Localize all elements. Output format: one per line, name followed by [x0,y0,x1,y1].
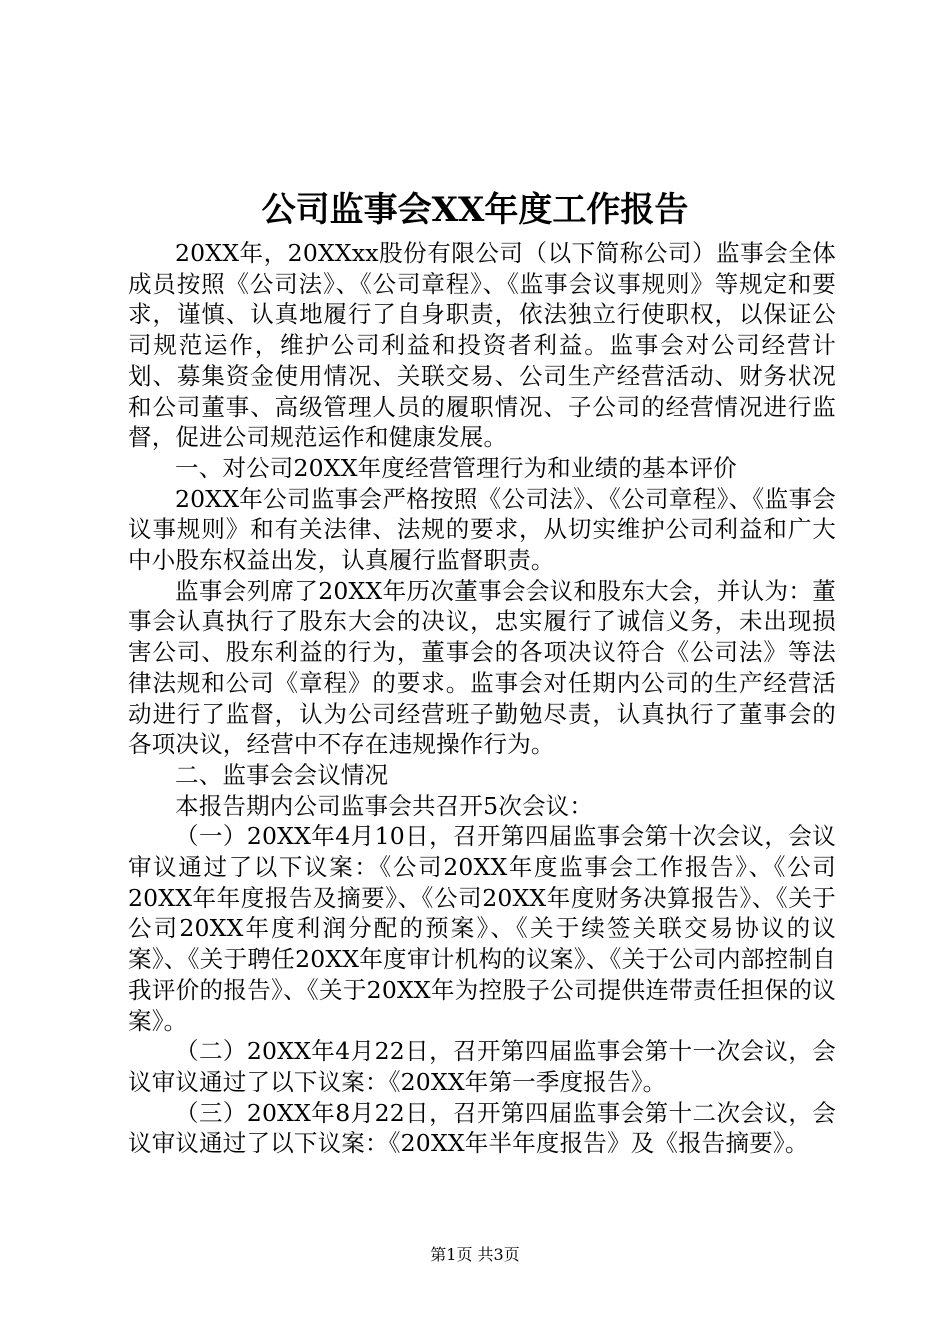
meeting-item: （三）20XX年8月22日，召开第四届监事会第十二次会议，会议审议通过了以下议案：《20XX年半年度报告》及《报告摘要》。 [128,1098,836,1158]
page-footer: 第1页 共3页 [430,1245,520,1264]
intro-paragraph: 20XX年，20XXxx股份有限公司（以下简称公司）监事会全体成员按照《公司法》、《公司章程》、《监事会议事规则》等规定和要求，谨慎、认真地履行了自身职责，依法独立行使职权，以保证公司规范运作，维护公司利益和投资者利益。监事会对公司经营计划、募集资金使用情况、关联交易、公司生产经营活动、财务状况和公司董事、高级管理人员的履职情况、子公司的经营情况进行监督，促进公司规范运作和健康发展。 [128,239,836,452]
meeting-item: （一）20XX年4月10日，召开第四届监事会第十次会议，会议审议通过了以下议案：《公司20XX年度监事会工作报告》、《公司20XX年年度报告及摘要》、《公司20XX年度财务决算报告》、《关于公司20XX年度利润分配的预案》、《关于续签关联交易协议的议案》、《关于聘任20XX年度审计机构的议案》、《关于公司内部控制自我评价的报告》、《关于20XX年为控股子公司提供连带责任担保的议案》。 [128,822,836,1035]
document-title: 公司监事会XX年度工作报告 [261,190,689,230]
section-heading-2: 二、监事会会议情况 [175,760,389,789]
paragraph: 20XX年公司监事会严格按照《公司法》、《公司章程》、《监事会议事规则》和有关法律、法规的要求，从切实维护公司利益和广大中小股东权益出发，认真履行监督职责。 [128,484,836,575]
paragraph: 本报告期内公司监事会共召开5次会议： [175,791,594,820]
meeting-item: （二）20XX年4月22日，召开第四届监事会第十一次会议，会议审议通过了以下议案：《20XX年第一季度报告》。 [128,1037,836,1096]
paragraph: 监事会列席了20XX年历次董事会会议和股东大会，并认为：董事会认真执行了股东大会的决议，忠实履行了诚信义务，未出现损害公司、股东利益的行为，董事会的各项决议符合《公司法》等法律法规和公司《章程》的要求。监事会对任期内公司的生产经营活动进行了监督，认为公司经营班子勤勉尽责，认真执行了董事会的各项决议，经营中不存在违规操作行为。 [128,576,836,759]
document-body [128,238,836,1159]
section-heading-1: 一、对公司20XX年度经营管理行为和业绩的基本评价 [175,453,737,482]
